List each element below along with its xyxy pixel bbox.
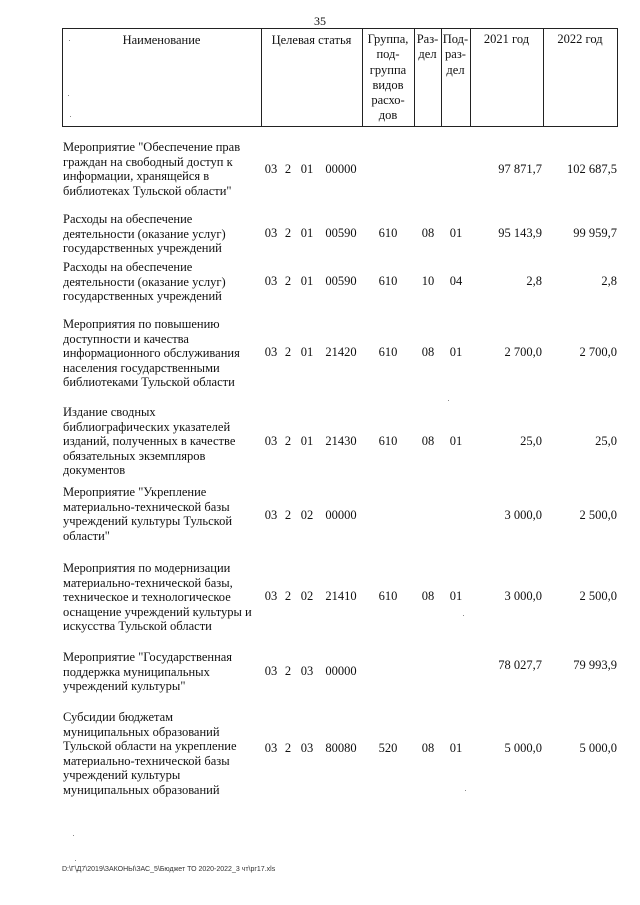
row-name-line: населения государственными [63, 360, 220, 375]
row-name-line: учреждений культуры Тульской [63, 514, 233, 529]
header-subsection-line: дел [446, 62, 465, 77]
header-expense-group-line: расхо- [371, 93, 405, 108]
target-code-program: 03 [264, 664, 278, 678]
scan-speck [465, 790, 466, 791]
header-expense-group-line: под- [376, 47, 400, 62]
expense-group-cell: 610 [378, 274, 398, 288]
row-name-line: поддержка муниципальных [63, 664, 210, 679]
amount-2021: 95 143,9 [498, 226, 542, 240]
row-name-line: библиотеками Тульской области [63, 375, 235, 390]
amount-2022: 2 500,0 [579, 508, 617, 522]
target-code-subprogram: 2 [284, 508, 292, 522]
target-code-program: 03 [264, 162, 278, 176]
section-cell: 08 [421, 589, 435, 603]
target-code-program: 03 [264, 434, 278, 448]
header-section [414, 32, 441, 63]
row-name-line: информационного обслуживания [63, 346, 240, 361]
target-code-direction: 00590 [325, 274, 357, 288]
page-number: 35 [314, 14, 326, 28]
target-code-direction: 00590 [325, 226, 357, 240]
row-name-line: Расходы на обеспечение [63, 260, 193, 274]
row-name-line: Издание сводных [63, 405, 156, 419]
row-name-line: деятельности (оказание услуг) [63, 226, 226, 241]
section-cell: 08 [421, 345, 435, 359]
target-code-direction: 80080 [325, 741, 357, 755]
row-name-line: граждан на свободный доступ к [63, 154, 233, 169]
target-code-event: 01 [300, 345, 314, 359]
target-code-subprogram: 2 [284, 664, 292, 678]
target-code-event: 01 [300, 274, 314, 288]
section-cell: 08 [421, 434, 435, 448]
row-name-line: Мероприятия по повышению [63, 317, 220, 331]
row-name-line: Мероприятие "Государственная [63, 650, 233, 664]
header-expense-group-line: Группа, [367, 32, 409, 46]
target-code-event: 02 [300, 589, 314, 603]
target-code-subprogram: 2 [284, 226, 292, 240]
target-code-program: 03 [264, 274, 278, 288]
header-section-line: дел [418, 47, 437, 62]
header-section-line: Раз- [416, 32, 439, 46]
header-expense-group-line: дов [378, 108, 398, 123]
amount-2021: 2,8 [526, 274, 542, 288]
target-code-subprogram: 2 [284, 345, 292, 359]
header-subsection-line: раз- [445, 47, 466, 62]
scan-speck [448, 400, 449, 401]
expense-group-cell: 520 [378, 741, 398, 755]
amount-2021: 2 700,0 [504, 345, 542, 359]
target-code-event: 03 [300, 664, 314, 678]
row-name [63, 710, 263, 798]
row-name-line: Мероприятия по модернизации [63, 561, 231, 575]
row-name-line: документов [63, 463, 126, 478]
amount-2022: 5 000,0 [579, 741, 617, 755]
row-name-line: материально-технической базы [63, 753, 230, 768]
row-name-line: материально-технической базы, [63, 575, 233, 590]
header-divider [617, 28, 618, 126]
row-name-line: деятельности (оказание услуг) [63, 274, 226, 289]
amount-2022: 102 687,5 [567, 162, 617, 176]
amount-2021: 3 000,0 [504, 589, 542, 603]
amount-2022: 25,0 [595, 434, 617, 448]
scan-speck [73, 835, 74, 836]
row-name-line: обязательных экземпляров [63, 448, 206, 463]
expense-group-cell: 610 [378, 589, 398, 603]
target-code-direction: 00000 [325, 162, 357, 176]
section-cell: 10 [421, 274, 435, 288]
row-name-line: библиотеках Тульской области" [63, 183, 232, 198]
target-code-program: 03 [264, 508, 278, 522]
header-subsection-line: Под- [442, 32, 469, 46]
subsection-cell: 01 [449, 589, 463, 603]
row-name-line: области" [63, 528, 110, 543]
subsection-cell: 01 [449, 434, 463, 448]
row-name [63, 561, 263, 634]
target-code-event: 01 [300, 226, 314, 240]
row-name-line: Мероприятие "Укрепление [63, 485, 207, 499]
expense-group-cell: 610 [378, 345, 398, 359]
section-cell: 08 [421, 226, 435, 240]
amount-2021: 5 000,0 [504, 741, 542, 755]
row-name [63, 260, 263, 304]
target-code-program: 03 [264, 589, 278, 603]
target-code-subprogram: 2 [284, 434, 292, 448]
target-code-subprogram: 2 [284, 741, 292, 755]
amount-2022: 99 959,7 [573, 226, 617, 240]
target-code-direction: 21420 [325, 345, 357, 359]
subsection-cell: 01 [449, 226, 463, 240]
header-year-2022: 2022 год [557, 32, 603, 46]
row-name-line: учреждений культуры" [63, 679, 186, 694]
amount-2021: 78 027,7 [498, 658, 542, 672]
header-top-rule [62, 28, 618, 29]
header-bottom-rule [62, 126, 618, 127]
target-code-program: 03 [264, 345, 278, 359]
row-name [63, 650, 263, 694]
expense-group-cell: 610 [378, 226, 398, 240]
amount-2022: 2,8 [601, 274, 617, 288]
row-name-line: библиографических указателей [63, 419, 231, 434]
header-expense-group-line: видов [372, 77, 404, 92]
target-code-direction: 00000 [325, 508, 357, 522]
header-name: Наименование [122, 33, 201, 47]
target-code-subprogram: 2 [284, 162, 292, 176]
target-code-event: 03 [300, 741, 314, 755]
row-name-line: Тульской области на укрепление [63, 739, 237, 754]
scan-speck [75, 860, 76, 861]
row-name-line: муниципальных образований [63, 724, 220, 739]
target-code-program: 03 [264, 226, 278, 240]
row-name [63, 485, 263, 543]
amount-2022: 79 993,9 [573, 658, 617, 672]
amount-2022: 2 500,0 [579, 589, 617, 603]
row-name-line: изданий, полученных в качестве [63, 434, 236, 449]
row-name [63, 140, 263, 198]
target-code-subprogram: 2 [284, 589, 292, 603]
header-subsection [441, 32, 470, 78]
section-cell: 08 [421, 741, 435, 755]
row-name [63, 405, 263, 478]
row-name-line: материально-технической базы [63, 499, 230, 514]
scan-speck [463, 615, 464, 616]
target-code-program: 03 [264, 741, 278, 755]
scan-speck [69, 40, 70, 41]
row-name-line: доступности и качества [63, 331, 189, 346]
row-name-line: государственных учреждений [63, 241, 222, 256]
header-target-article: Целевая статья [271, 33, 352, 47]
scan-speck [68, 95, 69, 96]
target-code-event: 01 [300, 434, 314, 448]
header-year-2021: 2021 год [483, 32, 530, 46]
row-name-line: Мероприятие "Обеспечение прав [63, 140, 241, 154]
target-code-direction: 00000 [325, 664, 357, 678]
header-expense-group [362, 32, 414, 124]
row-name-line: искусства Тульской области [63, 619, 212, 634]
amount-2021: 25,0 [520, 434, 542, 448]
row-name-line: техническое и технологическое [63, 590, 231, 605]
row-name-line: информации, хранящейся в [63, 169, 210, 184]
target-code-event: 01 [300, 162, 314, 176]
header-expense-group-line: группа [369, 62, 407, 77]
target-code-direction: 21410 [325, 589, 357, 603]
row-name [63, 212, 263, 256]
target-code-event: 02 [300, 508, 314, 522]
amount-2021: 97 871,7 [498, 162, 542, 176]
file-path-footer: D:\Г\Д7\2019\ЗАКОНЫ\ЗАС_5\Бюджет ТО 2020-2022_3 чт\рг17.xls [62, 866, 276, 873]
scan-speck [70, 116, 71, 117]
target-code-subprogram: 2 [284, 274, 292, 288]
row-name-line: государственных учреждений [63, 289, 222, 304]
amount-2022: 2 700,0 [579, 345, 617, 359]
subsection-cell: 04 [449, 274, 463, 288]
subsection-cell: 01 [449, 741, 463, 755]
expense-group-cell: 610 [378, 434, 398, 448]
row-name-line: оснащение учреждений культуры и [63, 604, 252, 619]
amount-2021: 3 000,0 [504, 508, 542, 522]
target-code-direction: 21430 [325, 434, 357, 448]
row-name [63, 317, 263, 390]
row-name-line: учреждений культуры [63, 768, 181, 783]
row-name-line: муниципальных образований [63, 782, 220, 797]
row-name-line: Субсидии бюджетам [63, 710, 174, 724]
subsection-cell: 01 [449, 345, 463, 359]
row-name-line: Расходы на обеспечение [63, 212, 193, 226]
